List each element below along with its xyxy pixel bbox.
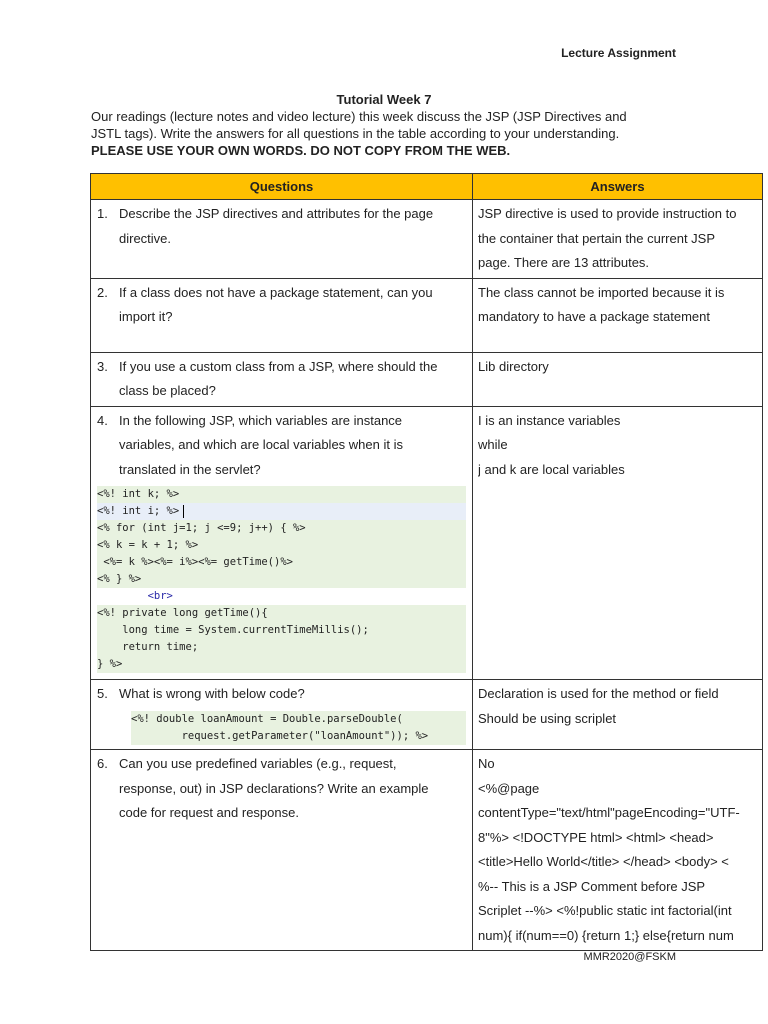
answer-text: num){ if(num==0) {return 1;} else{return num	[478, 927, 734, 943]
code-line: request.getParameter("loanAmount")); %>	[131, 728, 466, 745]
answer-text: mandatory to have a package statement	[478, 309, 710, 324]
answer-text: contentType="text/html"pageEncoding="UTF-	[478, 805, 740, 820]
answer-text: the container that pertain the current JSP	[478, 230, 716, 246]
answer-cell	[473, 680, 763, 750]
question-text: directive.	[119, 230, 172, 246]
answer-text: I is an instance variables	[478, 412, 621, 428]
table-row	[91, 750, 763, 951]
code-line: <%= k %><%= i%><%= getTime()%>	[97, 554, 466, 571]
answer-text: 8"%> <!DOCTYPE html> <html> <head>	[478, 829, 714, 845]
intro-line: JSTL tags). Write the answers for all questions in the table according to your understanding.	[91, 126, 620, 141]
table-header-row	[91, 174, 763, 200]
question-text: What is wrong with below code?	[119, 686, 305, 701]
page-footer: MMR2020@FSKM	[583, 951, 676, 963]
question-cell	[91, 406, 473, 680]
question-cell	[91, 200, 473, 279]
code-line: long time = System.currentTimeMillis();	[97, 622, 466, 639]
question-text: class be placed?	[119, 383, 216, 398]
answer-text: j and k are local variables	[478, 461, 625, 477]
question-number: 2.	[97, 284, 108, 300]
answer-text: The class cannot be imported because it is	[478, 284, 725, 300]
document-title: Tutorial Week 7	[336, 92, 432, 107]
code-line: <%! int k; %>	[97, 486, 466, 503]
answer-text: No	[478, 756, 495, 771]
answer-text: while	[478, 437, 508, 452]
answer-text: <%@page	[478, 780, 540, 796]
answer-cell	[473, 406, 763, 680]
code-line: } %>	[97, 656, 466, 673]
question-text: Describe the JSP directives and attributes for the page	[119, 206, 434, 221]
table-row	[91, 406, 763, 680]
code-line: return time;	[97, 639, 466, 656]
answer-text: Declaration is used for the method or field	[478, 686, 719, 701]
question-cell	[91, 680, 473, 750]
question-text: response, out) in JSP declarations? Write an example	[119, 780, 429, 796]
code-snippet	[131, 711, 466, 745]
question-cell	[91, 278, 473, 352]
code-line	[97, 503, 466, 520]
answers-header: Answers	[473, 174, 763, 200]
question-text: translated in the servlet?	[119, 461, 261, 477]
question-text: If a class does not have a package statement, can you	[119, 284, 433, 300]
question-number: 3.	[97, 358, 108, 374]
qa-table	[90, 173, 763, 951]
page-header: Lecture Assignment	[561, 46, 676, 60]
answer-text: Should be using scriplet	[478, 710, 617, 726]
answer-cell	[473, 278, 763, 352]
question-number: 5.	[97, 686, 108, 701]
table-row	[91, 200, 763, 279]
intro-line: Our readings (lecture notes and video lecture) this week discuss the JSP (JSP Directives and	[91, 109, 627, 124]
answer-cell	[473, 352, 763, 406]
question-cell	[91, 750, 473, 951]
question-cell	[91, 352, 473, 406]
answer-text: <title>Hello World</title> </head> <body> <	[478, 854, 729, 869]
code-text: <%! int i; %>	[97, 505, 180, 517]
answer-cell	[473, 200, 763, 279]
question-text: If you use a custom class from a JSP, where should the	[119, 358, 438, 374]
answer-text: JSP directive is used to provide instruction to	[478, 206, 737, 221]
questions-header: Questions	[91, 174, 473, 200]
answer-text: page. There are 13 attributes.	[478, 255, 650, 270]
text-cursor	[183, 505, 184, 518]
question-number: 4.	[97, 412, 108, 428]
answer-text: Lib directory	[478, 358, 549, 374]
question-number: 6.	[97, 756, 108, 771]
answer-cell	[473, 750, 763, 951]
code-line: <% for (int j=1; j <=9; j++) { %>	[97, 520, 466, 537]
question-text: Can you use predefined variables (e.g., request,	[119, 756, 397, 771]
intro-instruction: PLEASE USE YOUR OWN WORDS. DO NOT COPY FROM THE WEB.	[91, 143, 511, 158]
code-line: <%! double loanAmount = Double.parseDouble(	[131, 711, 466, 728]
code-snippet	[97, 486, 466, 673]
code-line: <% k = k + 1; %>	[97, 537, 466, 554]
question-text: import it?	[119, 309, 173, 324]
question-number: 1.	[97, 206, 108, 221]
code-line: <% } %>	[97, 571, 466, 588]
code-line: <%! private long getTime(){	[97, 605, 466, 622]
code-line: <br>	[97, 590, 173, 602]
question-text: In the following JSP, which variables are instance	[119, 412, 403, 428]
answer-text: %-- This is a JSP Comment before JSP	[478, 878, 706, 894]
answer-text: Scriplet --%> <%!public static int factorial(int	[478, 903, 732, 918]
intro-paragraph	[91, 108, 691, 159]
table-row	[91, 352, 763, 406]
question-text: code for request and response.	[119, 805, 299, 820]
table-row	[91, 278, 763, 352]
table-row	[91, 680, 763, 750]
question-text: variables, and which are local variables when it is	[119, 437, 403, 452]
